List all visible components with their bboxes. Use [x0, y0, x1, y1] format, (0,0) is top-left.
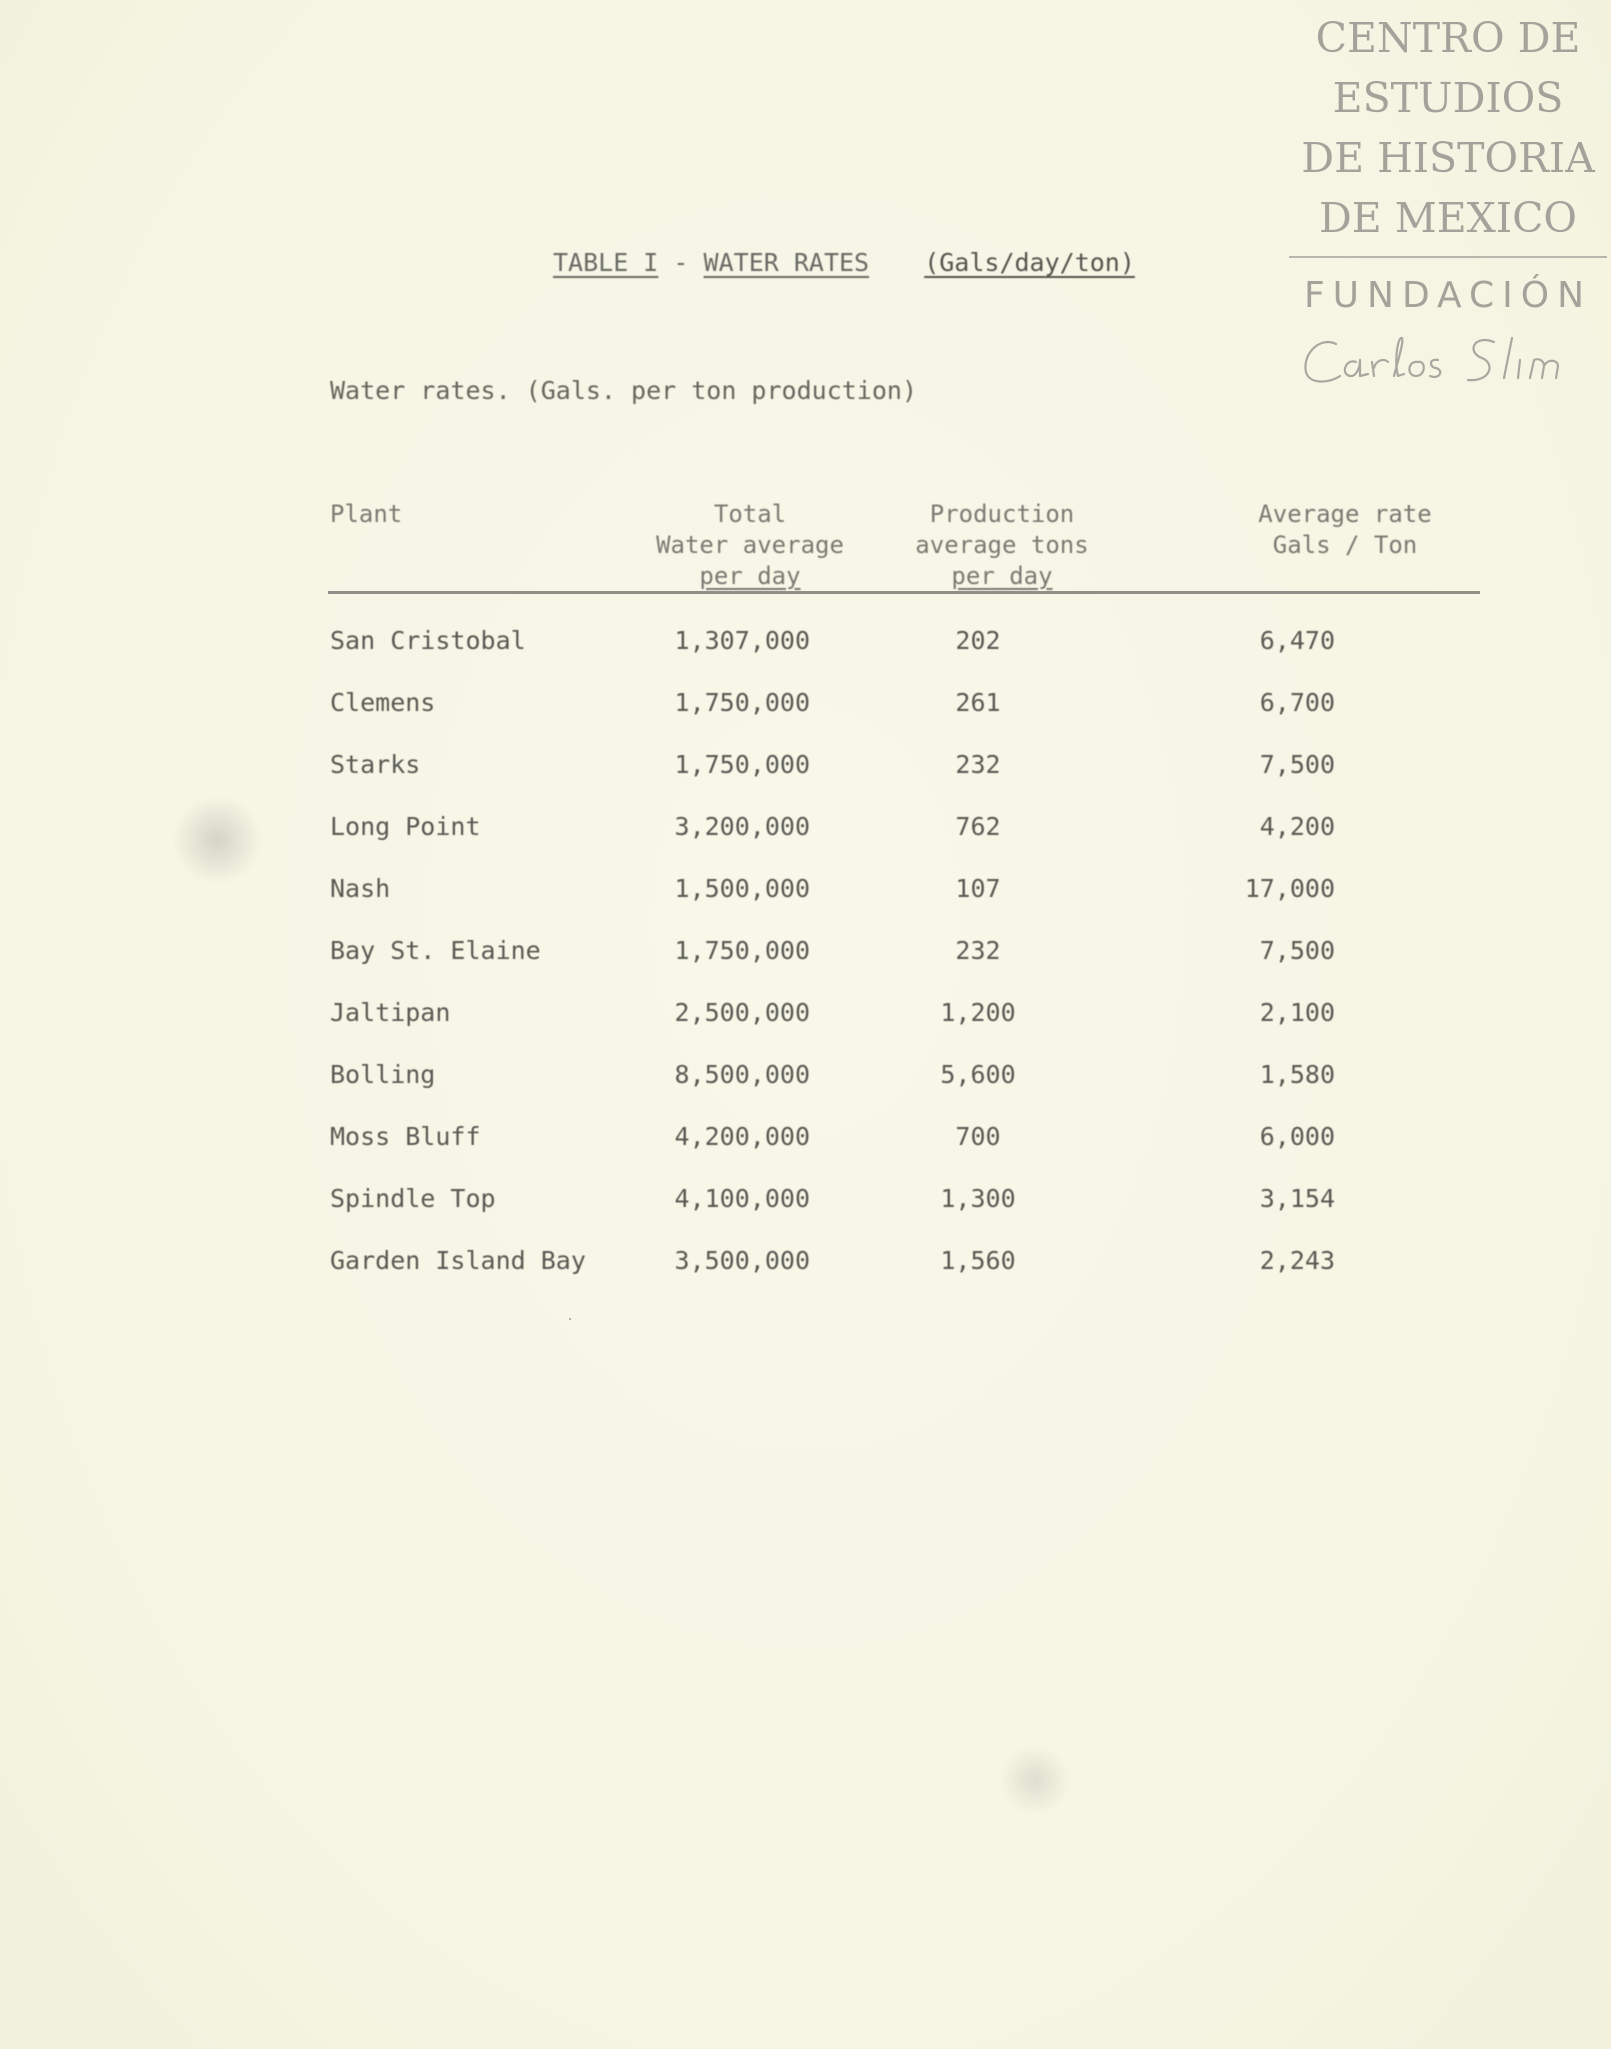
table-title	[553, 248, 1135, 277]
cell-total-water: 1,750,000	[674, 688, 810, 717]
cell-total-water: 1,500,000	[674, 874, 810, 903]
cell-average-rate: 6,470	[1259, 626, 1335, 655]
cell-production: 1,560	[940, 1246, 1016, 1275]
cell-plant: Garden Island Bay	[330, 1246, 586, 1275]
table-row	[0, 998, 1611, 1038]
table-row	[0, 626, 1611, 666]
header-text: Water average	[656, 531, 844, 559]
table-row	[0, 1184, 1611, 1224]
cell-total-water: 1,307,000	[674, 626, 810, 655]
cell-average-rate: 3,154	[1259, 1184, 1335, 1213]
cell-plant: San Cristobal	[330, 626, 526, 655]
header-text: Average rate	[1258, 500, 1432, 528]
cell-average-rate: 1,580	[1259, 1060, 1335, 1089]
stamp-divider	[1289, 256, 1607, 258]
cell-plant: Bay St. Elaine	[330, 936, 541, 965]
title-table-name: WATER RATES	[703, 248, 870, 277]
cell-total-water: 4,200,000	[674, 1122, 810, 1151]
header-text: Total	[713, 500, 787, 528]
header-text: average tons	[915, 531, 1089, 559]
cell-plant: Spindle Top	[330, 1184, 496, 1213]
header-divider	[328, 591, 1480, 594]
cell-total-water: 2,500,000	[674, 998, 810, 1027]
cell-production: 202	[955, 626, 1001, 655]
cell-production: 1,300	[940, 1184, 1016, 1213]
stamp-line: DE MEXICO	[1318, 194, 1578, 242]
table-subtitle: Water rates. (Gals. per ton production)	[330, 376, 917, 405]
header-text: Production	[929, 500, 1075, 528]
cell-production: 261	[955, 688, 1001, 717]
cell-total-water: 1,750,000	[674, 750, 810, 779]
cell-plant: Moss Bluff	[330, 1122, 481, 1151]
cell-plant: Jaltipan	[330, 998, 451, 1027]
cell-total-water: 8,500,000	[674, 1060, 810, 1089]
cell-plant: Bolling	[330, 1060, 436, 1089]
paper-speck	[569, 1318, 571, 1320]
cell-total-water: 3,200,000	[674, 812, 810, 841]
cell-production: 232	[955, 936, 1001, 965]
stamp-foundation: FUNDACIÓN	[1303, 275, 1593, 316]
cell-production: 107	[955, 874, 1001, 903]
cell-average-rate: 6,000	[1259, 1122, 1335, 1151]
cell-average-rate: 2,100	[1259, 998, 1335, 1027]
cell-average-rate: 7,500	[1259, 750, 1335, 779]
table-row	[0, 936, 1611, 976]
title-units: (Gals/day/ton)	[924, 248, 1135, 277]
cell-plant: Long Point	[330, 812, 481, 841]
cell-production: 1,200	[940, 998, 1016, 1027]
header-text: Plant	[330, 500, 403, 528]
column-header-average-rate	[1235, 499, 1455, 561]
column-header-production	[897, 499, 1107, 592]
cell-total-water: 3,500,000	[674, 1246, 810, 1275]
cell-production: 700	[955, 1122, 1001, 1151]
title-separator: -	[673, 248, 689, 277]
archive-stamp	[1285, 8, 1611, 390]
cell-plant: Starks	[330, 750, 421, 779]
header-text: per day	[951, 562, 1053, 590]
cell-average-rate: 7,500	[1259, 936, 1335, 965]
table-row	[0, 874, 1611, 914]
cell-average-rate: 2,243	[1259, 1246, 1335, 1275]
cell-average-rate: 6,700	[1259, 688, 1335, 717]
signature-logo	[1298, 330, 1598, 390]
header-text: per day	[699, 562, 801, 590]
table-row	[0, 1060, 1611, 1100]
title-table-number: TABLE I	[553, 248, 659, 277]
column-header-plant	[330, 499, 402, 530]
cell-total-water: 4,100,000	[674, 1184, 810, 1213]
table-row	[0, 1122, 1611, 1162]
page-smudge	[1000, 1745, 1070, 1815]
cell-total-water: 1,750,000	[674, 936, 810, 965]
stamp-line: DE HISTORIA	[1301, 134, 1595, 182]
cell-production: 232	[955, 750, 1001, 779]
cell-production: 762	[955, 812, 1001, 841]
table-row	[0, 750, 1611, 790]
table-row	[0, 812, 1611, 852]
table-row	[0, 688, 1611, 728]
table-row	[0, 1246, 1611, 1286]
cell-production: 5,600	[940, 1060, 1016, 1089]
stamp-line: ESTUDIOS	[1332, 74, 1564, 122]
cell-plant: Nash	[330, 874, 391, 903]
column-header-total-water	[640, 499, 860, 592]
cell-average-rate: 17,000	[1244, 874, 1335, 903]
cell-average-rate: 4,200	[1259, 812, 1335, 841]
cell-plant: Clemens	[330, 688, 436, 717]
header-text: Gals / Ton	[1272, 531, 1418, 559]
stamp-line: CENTRO DE	[1315, 14, 1581, 62]
